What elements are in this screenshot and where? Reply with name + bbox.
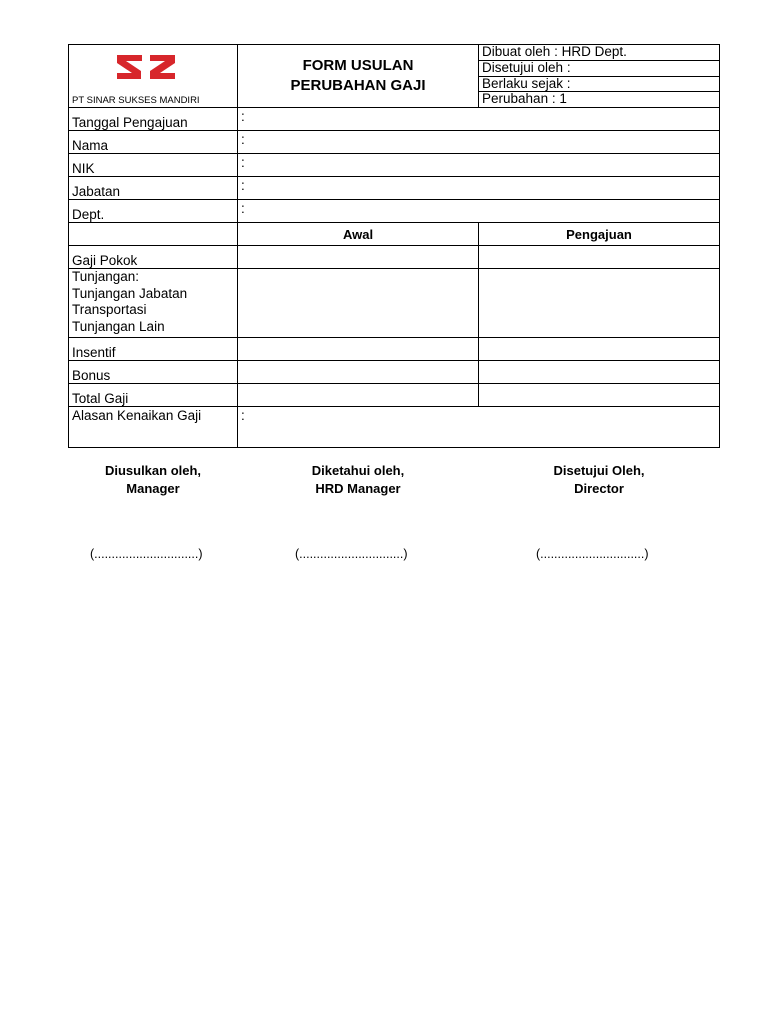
field-value-name[interactable]: : bbox=[238, 131, 720, 154]
form-title-line1: FORM USULAN bbox=[302, 57, 414, 74]
row-label-bonus: Bonus bbox=[69, 361, 238, 384]
meta-effective-since: Berlaku sejak : bbox=[479, 76, 720, 92]
signature-blank-hrd[interactable]: (..............................) bbox=[295, 547, 408, 561]
field-value-nik[interactable]: : bbox=[238, 154, 720, 177]
row-label-tunjangan bbox=[69, 269, 238, 338]
transportasi-label: Transportasi bbox=[72, 302, 147, 317]
signature-hrd-line1: Diketahui oleh, bbox=[311, 463, 405, 478]
bonus-awal-cell[interactable] bbox=[238, 361, 479, 384]
field-label-dept: Dept. bbox=[69, 200, 238, 223]
gaji-pokok-awal-cell[interactable] bbox=[238, 246, 479, 269]
logo-cell bbox=[69, 45, 238, 108]
alasan-value-cell[interactable]: : bbox=[238, 407, 720, 448]
field-label-position: Jabatan bbox=[69, 177, 238, 200]
tunjangan-pengajuan-cell[interactable] bbox=[479, 269, 720, 338]
field-value-position[interactable]: : bbox=[238, 177, 720, 200]
form-title bbox=[238, 45, 479, 108]
meta-revision: Perubahan : 1 bbox=[479, 92, 720, 108]
gaji-pokok-pengajuan-cell[interactable] bbox=[479, 246, 720, 269]
field-value-date[interactable]: : bbox=[238, 108, 720, 131]
signature-blank-director[interactable]: (..............................) bbox=[536, 547, 649, 561]
field-label-date: Tanggal Pengajuan bbox=[69, 108, 238, 131]
company-logo-icon bbox=[115, 51, 177, 83]
salary-change-form bbox=[68, 44, 719, 448]
signature-hrd-role: HRD Manager bbox=[315, 480, 401, 496]
field-label-nik: NIK bbox=[69, 154, 238, 177]
total-gaji-awal-cell[interactable] bbox=[238, 384, 479, 407]
tunjangan-heading: Tunjangan: bbox=[72, 269, 140, 284]
meta-created-by: Dibuat oleh : HRD Dept. bbox=[479, 45, 720, 61]
form-table bbox=[68, 44, 720, 448]
insentif-awal-cell[interactable] bbox=[238, 338, 479, 361]
bonus-pengajuan-cell[interactable] bbox=[479, 361, 720, 384]
row-label-gaji-pokok: Gaji Pokok bbox=[69, 246, 238, 269]
signature-proposer-line1: Diusulkan oleh, bbox=[104, 463, 202, 478]
total-gaji-pengajuan-cell[interactable] bbox=[479, 384, 720, 407]
signature-blank-proposer[interactable]: (..............................) bbox=[90, 547, 203, 561]
row-label-insentif: Insentif bbox=[69, 338, 238, 361]
company-name: PT SINAR SUKSES MANDIRI bbox=[72, 95, 200, 106]
field-label-name: Nama bbox=[69, 131, 238, 154]
signature-director-role: Director bbox=[574, 480, 624, 496]
col-header-pengajuan: Pengajuan bbox=[479, 223, 720, 246]
tunjangan-jabatan-label: Tunjangan Jabatan bbox=[72, 285, 188, 301]
signature-proposer-role: Manager bbox=[126, 480, 180, 496]
meta-approved-by: Disetujui oleh : bbox=[479, 60, 720, 76]
col-header-awal: Awal bbox=[238, 223, 479, 246]
signature-proposer bbox=[78, 462, 228, 497]
tunjangan-lain-label: Tunjangan Lain bbox=[72, 318, 165, 334]
field-value-dept[interactable]: : bbox=[238, 200, 720, 223]
row-label-total-gaji: Total Gaji bbox=[69, 384, 238, 407]
row-label-alasan: Alasan Kenaikan Gaji bbox=[69, 407, 238, 448]
signature-director bbox=[524, 462, 674, 497]
insentif-pengajuan-cell[interactable] bbox=[479, 338, 720, 361]
salary-header-blank bbox=[69, 223, 238, 246]
form-title-line2: PERUBAHAN GAJI bbox=[290, 77, 426, 94]
signature-hrd bbox=[283, 462, 433, 497]
tunjangan-awal-cell[interactable] bbox=[238, 269, 479, 338]
signature-director-line1: Disetujui Oleh, bbox=[553, 463, 645, 478]
